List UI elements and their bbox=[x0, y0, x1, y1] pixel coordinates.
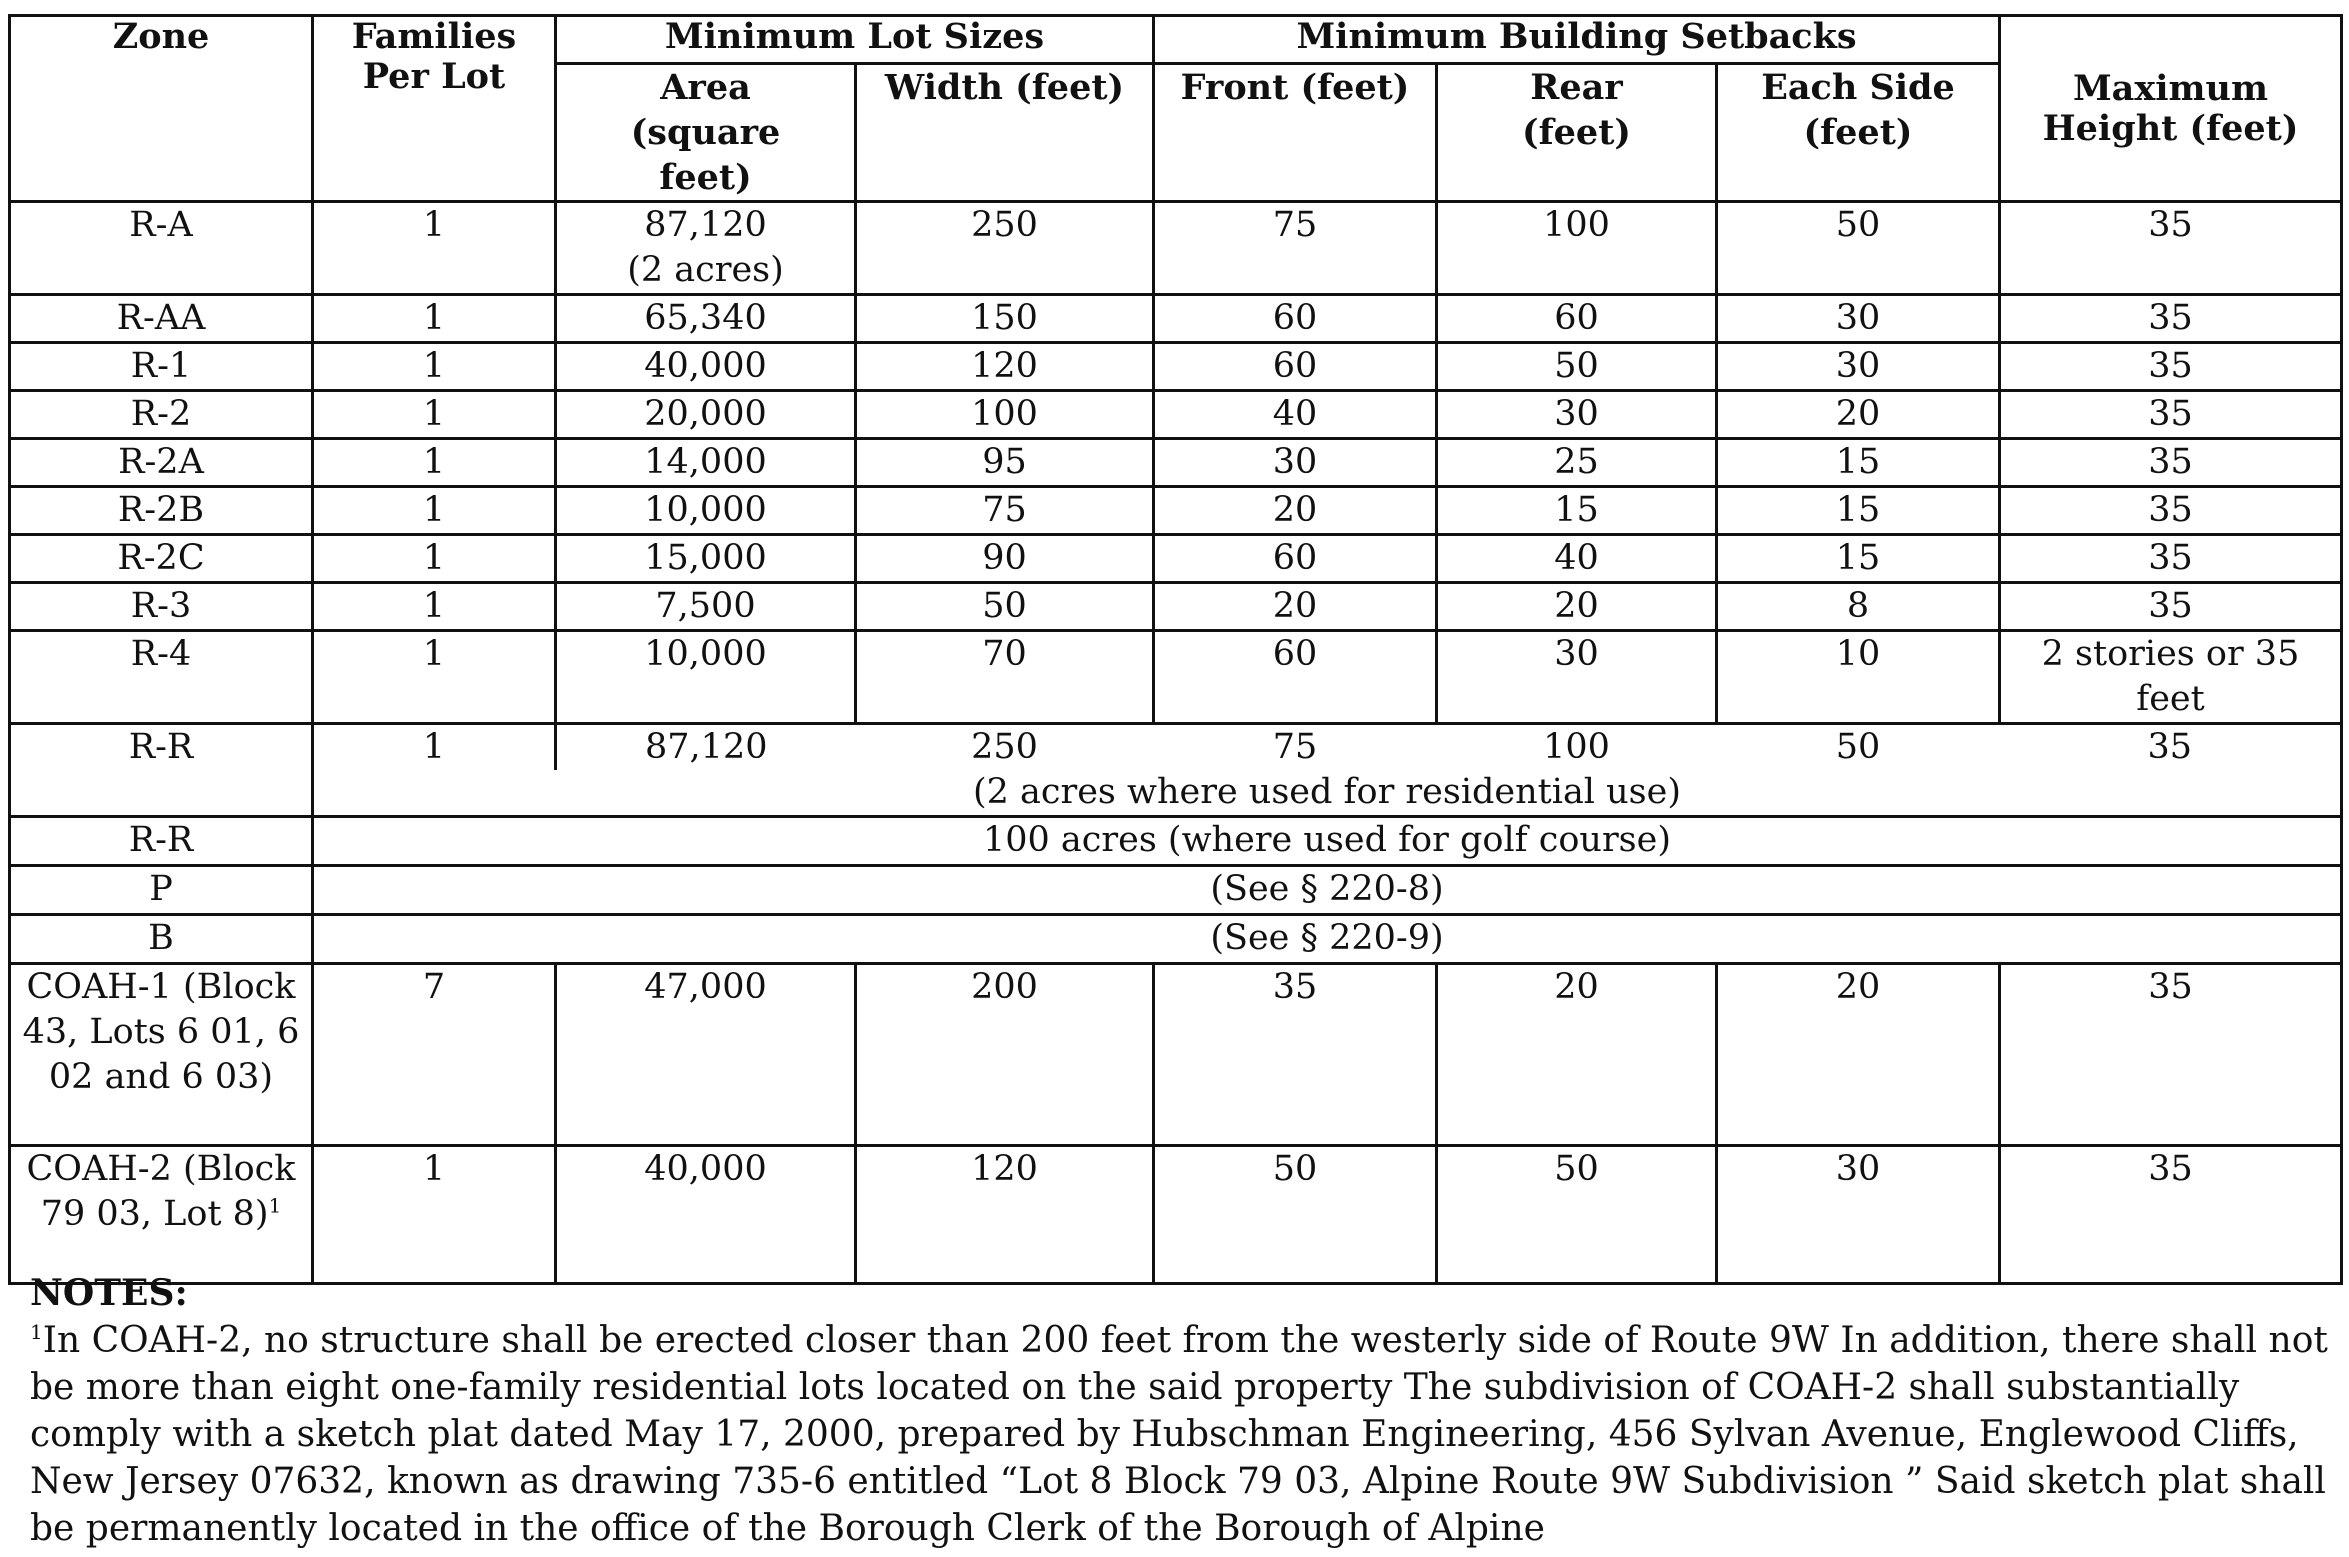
side-cell: 20 bbox=[1717, 964, 2000, 1146]
front-cell: 30 bbox=[1154, 439, 1437, 487]
area-cell: 87,120 bbox=[556, 724, 856, 771]
families-cell: 1 bbox=[313, 631, 556, 724]
height-cell: 35 bbox=[2000, 391, 2342, 439]
header-each-side: Each Side (feet) bbox=[1717, 64, 2000, 202]
width-cell: 150 bbox=[856, 295, 1154, 343]
table-row-coah2 bbox=[10, 1146, 2342, 1284]
zone-text: COAH-2 (Block 79 03, Lot 8) bbox=[26, 1149, 296, 1234]
area-cell: 40,000 bbox=[556, 343, 856, 391]
table-row bbox=[10, 487, 2342, 535]
zoning-table bbox=[8, 14, 2343, 1285]
front-cell: 75 bbox=[1154, 202, 1437, 295]
span-cell: (See § 220-8) bbox=[313, 866, 2342, 915]
width-cell: 75 bbox=[856, 487, 1154, 535]
footnote-marker: 1 bbox=[268, 1193, 282, 1218]
front-cell: 40 bbox=[1154, 391, 1437, 439]
rear-cell: 50 bbox=[1437, 343, 1717, 391]
span-cell: 100 acres (where used for golf course) bbox=[313, 817, 2342, 866]
header-minimum-lot-sizes: Minimum Lot Sizes bbox=[556, 16, 1154, 64]
table-row bbox=[10, 202, 2342, 295]
area-cell: 47,000 bbox=[556, 964, 856, 1146]
area-cell bbox=[556, 202, 856, 295]
front-cell: 20 bbox=[1154, 487, 1437, 535]
table-row-rr bbox=[10, 724, 2342, 771]
side-cell: 20 bbox=[1717, 391, 2000, 439]
zone-cell: R-2 bbox=[10, 391, 313, 439]
height-cell: 2 stories or 35 feet bbox=[2000, 631, 2342, 724]
width-cell: 120 bbox=[856, 343, 1154, 391]
front-cell: 75 bbox=[1154, 724, 1437, 771]
footnote-marker: 1 bbox=[30, 1320, 43, 1344]
rear-cell: 15 bbox=[1437, 487, 1717, 535]
width-cell: 200 bbox=[856, 964, 1154, 1146]
table-row bbox=[10, 391, 2342, 439]
table-row bbox=[10, 439, 2342, 487]
zone-cell: COAH-1 (Block 43, Lots 6 01, 6 02 and 6 03) bbox=[10, 964, 313, 1146]
families-cell: 1 bbox=[313, 1146, 556, 1284]
zone-cell: B bbox=[10, 915, 313, 964]
table-row bbox=[10, 583, 2342, 631]
width-cell: 100 bbox=[856, 391, 1154, 439]
front-cell: 60 bbox=[1154, 631, 1437, 724]
front-cell: 60 bbox=[1154, 295, 1437, 343]
notes-text: In COAH-2, no structure shall be erected closer than 200 feet from the westerly side of Route 9W In addition, there shall not be more than eight one-family residential lots located on the said property The subdivision of COAH-2 shall substantially comply with a sketch plat dated May 17, 2000, prepared by Hubschman Engineering, 456 Sylvan Avenue, Englewood Cliffs, New Jersey 07632, known as drawing 735-6 entitled “Lot 8 Block 79 03, Alpine Route 9W Subdivision ” Said sketch plat shall be permanently located in the office of the Borough Clerk of the Borough of Alpine bbox=[30, 1320, 2328, 1549]
zone-cell: R-3 bbox=[10, 583, 313, 631]
area-cell: 7,500 bbox=[556, 583, 856, 631]
height-cell: 35 bbox=[2000, 343, 2342, 391]
header-width: Width (feet) bbox=[856, 64, 1154, 202]
height-cell: 35 bbox=[2000, 583, 2342, 631]
front-cell: 60 bbox=[1154, 535, 1437, 583]
table-row-rr-note bbox=[10, 770, 2342, 817]
rear-cell: 20 bbox=[1437, 964, 1717, 1146]
table-row-coah1 bbox=[10, 964, 2342, 1146]
front-cell: 60 bbox=[1154, 343, 1437, 391]
header-area: Area (square feet) bbox=[556, 64, 856, 202]
side-cell: 15 bbox=[1717, 439, 2000, 487]
zone-cell: R-R bbox=[10, 724, 313, 817]
area-value: 87,120 bbox=[644, 205, 767, 245]
area-cell: 65,340 bbox=[556, 295, 856, 343]
width-cell: 120 bbox=[856, 1146, 1154, 1284]
width-cell: 250 bbox=[856, 724, 1154, 771]
rr-note-cell: (2 acres where used for residential use) bbox=[313, 770, 2342, 817]
front-cell: 20 bbox=[1154, 583, 1437, 631]
rear-cell: 60 bbox=[1437, 295, 1717, 343]
front-cell: 35 bbox=[1154, 964, 1437, 1146]
width-cell: 70 bbox=[856, 631, 1154, 724]
rear-cell: 30 bbox=[1437, 391, 1717, 439]
table-row-p bbox=[10, 866, 2342, 915]
area-cell: 10,000 bbox=[556, 631, 856, 724]
families-cell: 7 bbox=[313, 964, 556, 1146]
families-cell: 1 bbox=[313, 487, 556, 535]
height-cell: 35 bbox=[2000, 202, 2342, 295]
area-cell: 14,000 bbox=[556, 439, 856, 487]
families-cell: 1 bbox=[313, 439, 556, 487]
rear-cell: 100 bbox=[1437, 202, 1717, 295]
side-cell: 30 bbox=[1717, 295, 2000, 343]
area-cell: 20,000 bbox=[556, 391, 856, 439]
families-cell: 1 bbox=[313, 391, 556, 439]
table-row bbox=[10, 343, 2342, 391]
rear-cell: 30 bbox=[1437, 631, 1717, 724]
header-zone: Zone bbox=[10, 16, 313, 202]
height-cell: 35 bbox=[2000, 724, 2342, 771]
rear-cell: 25 bbox=[1437, 439, 1717, 487]
height-cell: 35 bbox=[2000, 1146, 2342, 1284]
side-cell: 15 bbox=[1717, 535, 2000, 583]
area-cell: 10,000 bbox=[556, 487, 856, 535]
header-minimum-building-setbacks: Minimum Building Setbacks bbox=[1154, 16, 2000, 64]
table-row-rr-golf bbox=[10, 817, 2342, 866]
area-cell: 40,000 bbox=[556, 1146, 856, 1284]
side-cell: 30 bbox=[1717, 1146, 2000, 1284]
zone-cell: R-R bbox=[10, 817, 313, 866]
zone-cell: R-1 bbox=[10, 343, 313, 391]
notes-body bbox=[30, 1317, 2330, 1552]
side-cell: 10 bbox=[1717, 631, 2000, 724]
side-cell: 30 bbox=[1717, 343, 2000, 391]
families-cell: 1 bbox=[313, 343, 556, 391]
families-cell: 1 bbox=[313, 724, 556, 771]
zone-cell: R-2A bbox=[10, 439, 313, 487]
notes-heading: NOTES: bbox=[30, 1272, 188, 1314]
side-cell: 8 bbox=[1717, 583, 2000, 631]
rear-cell: 20 bbox=[1437, 583, 1717, 631]
side-cell: 50 bbox=[1717, 724, 2000, 771]
families-cell: 1 bbox=[313, 295, 556, 343]
rear-cell: 40 bbox=[1437, 535, 1717, 583]
height-cell: 35 bbox=[2000, 535, 2342, 583]
header-rear: Rear (feet) bbox=[1437, 64, 1717, 202]
table-row bbox=[10, 295, 2342, 343]
area-note: (2 acres) bbox=[627, 250, 784, 290]
side-cell: 50 bbox=[1717, 202, 2000, 295]
rear-cell: 100 bbox=[1437, 724, 1717, 771]
width-cell: 250 bbox=[856, 202, 1154, 295]
height-cell: 35 bbox=[2000, 439, 2342, 487]
height-cell: 35 bbox=[2000, 487, 2342, 535]
span-cell: (See § 220-9) bbox=[313, 915, 2342, 964]
height-cell: 35 bbox=[2000, 964, 2342, 1146]
width-cell: 50 bbox=[856, 583, 1154, 631]
families-cell: 1 bbox=[313, 202, 556, 295]
header-front: Front (feet) bbox=[1154, 64, 1437, 202]
side-cell: 15 bbox=[1717, 487, 2000, 535]
table-row-b bbox=[10, 915, 2342, 964]
header-maximum-height: Maximum Height (feet) bbox=[2000, 16, 2342, 202]
header-families-per-lot: Families Per Lot bbox=[313, 16, 556, 202]
header-row-1 bbox=[10, 16, 2342, 64]
zone-cell: R-2C bbox=[10, 535, 313, 583]
zone-cell: R-A bbox=[10, 202, 313, 295]
zone-cell: P bbox=[10, 866, 313, 915]
zone-cell: R-2B bbox=[10, 487, 313, 535]
rear-cell: 50 bbox=[1437, 1146, 1717, 1284]
height-cell: 35 bbox=[2000, 295, 2342, 343]
table-row bbox=[10, 631, 2342, 724]
width-cell: 90 bbox=[856, 535, 1154, 583]
families-cell: 1 bbox=[313, 583, 556, 631]
zone-cell: R-4 bbox=[10, 631, 313, 724]
width-cell: 95 bbox=[856, 439, 1154, 487]
families-cell: 1 bbox=[313, 535, 556, 583]
front-cell: 50 bbox=[1154, 1146, 1437, 1284]
zone-cell: R-AA bbox=[10, 295, 313, 343]
zone-cell bbox=[10, 1146, 313, 1284]
area-cell: 15,000 bbox=[556, 535, 856, 583]
notes-section bbox=[30, 1270, 2330, 1552]
table-row bbox=[10, 535, 2342, 583]
